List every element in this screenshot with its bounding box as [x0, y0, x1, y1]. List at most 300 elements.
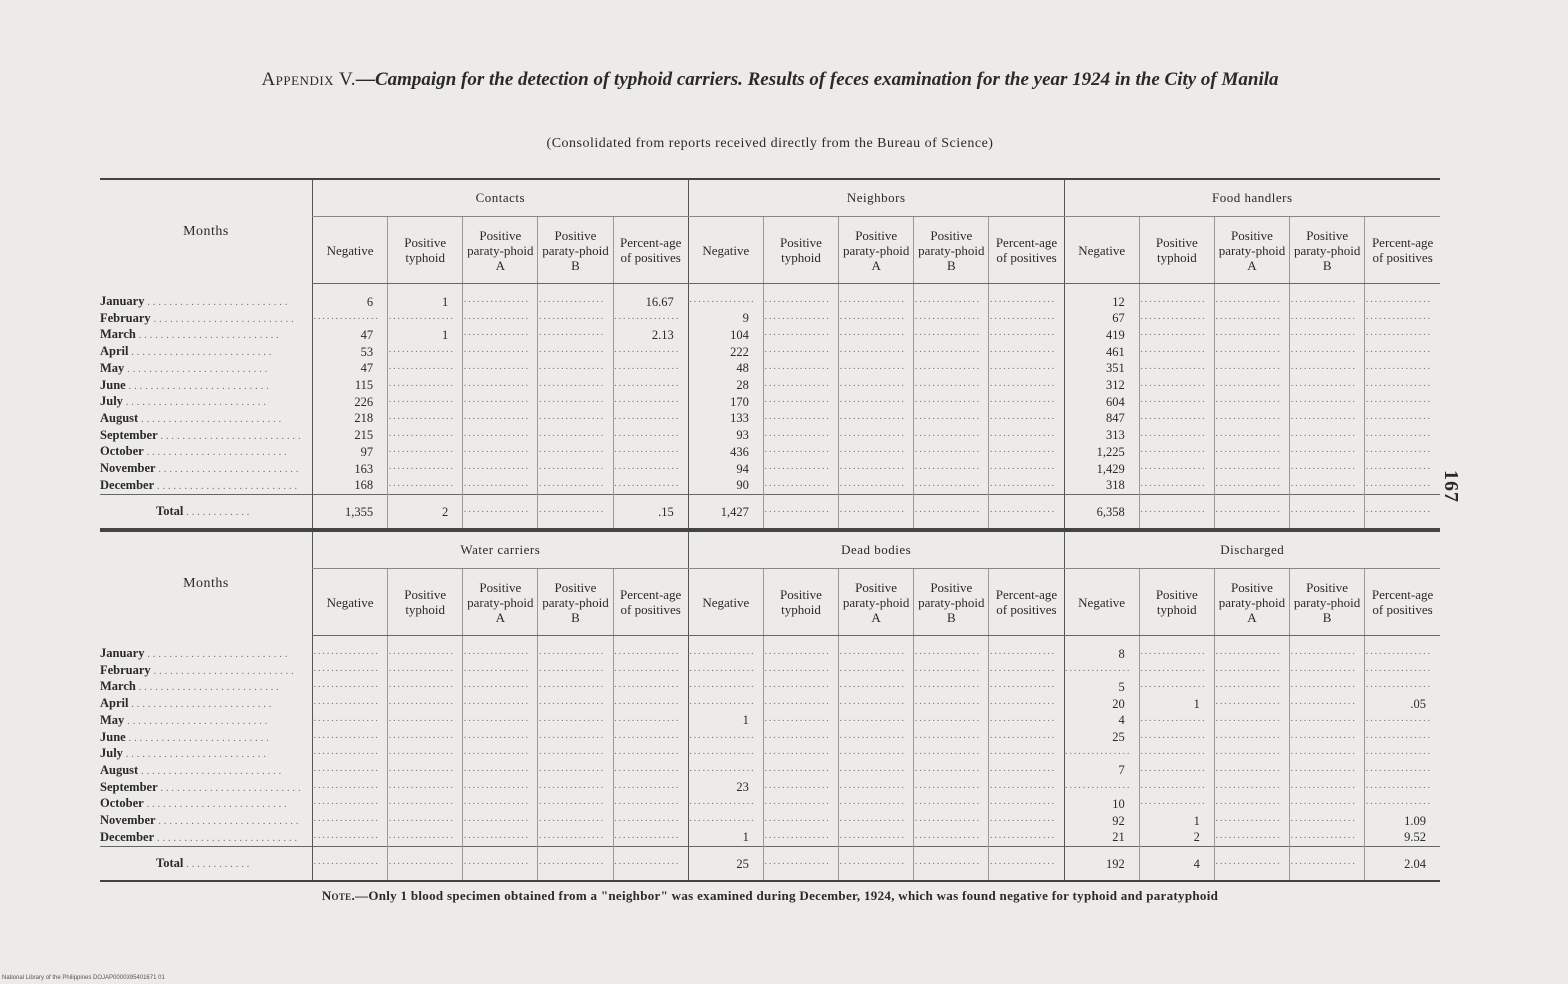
empty-cell [538, 411, 613, 428]
empty-cell [1214, 830, 1289, 847]
table-row [100, 636, 1440, 663]
empty-cell [1214, 813, 1289, 830]
empty-cell [914, 763, 989, 780]
empty-cell [1214, 361, 1289, 378]
empty-cell [463, 663, 538, 680]
table-row [100, 713, 1440, 730]
empty-cell [1139, 796, 1214, 813]
table-row [100, 378, 1440, 395]
empty-cell [839, 311, 914, 328]
column-header: Positive paraty-phoid A [839, 217, 914, 284]
empty-cell [538, 495, 613, 530]
table-cell: 1 [688, 830, 763, 847]
month-label: May . . . [100, 361, 312, 378]
empty-cell [914, 713, 989, 730]
empty-cell [1290, 284, 1365, 311]
empty-cell [1214, 284, 1289, 311]
column-header: Positive paraty-phoid A [1214, 217, 1289, 284]
empty-cell [388, 763, 463, 780]
empty-cell [613, 796, 688, 813]
empty-cell [1064, 780, 1139, 797]
column-header: Negative [1064, 569, 1139, 636]
empty-cell [989, 847, 1064, 882]
table-row [100, 696, 1440, 713]
empty-cell [763, 495, 838, 530]
empty-cell [613, 713, 688, 730]
table-row [100, 394, 1440, 411]
empty-cell [1214, 428, 1289, 445]
empty-cell [538, 636, 613, 663]
empty-cell [688, 636, 763, 663]
column-header: Positive paraty-phoid A [839, 569, 914, 636]
empty-cell [1139, 361, 1214, 378]
table-cell: 6 [312, 284, 387, 311]
table-row [100, 344, 1440, 361]
empty-cell [463, 746, 538, 763]
empty-cell [688, 796, 763, 813]
empty-cell [1214, 796, 1289, 813]
empty-cell [1290, 461, 1365, 478]
empty-cell [989, 830, 1064, 847]
empty-cell [463, 730, 538, 747]
empty-cell [463, 830, 538, 847]
empty-cell [538, 284, 613, 311]
empty-cell [839, 763, 914, 780]
empty-cell [989, 696, 1064, 713]
empty-cell [688, 679, 763, 696]
table-cell: 1,429 [1064, 461, 1139, 478]
empty-cell [538, 713, 613, 730]
empty-cell [613, 847, 688, 882]
table-cell: 419 [1064, 327, 1139, 344]
empty-cell [1139, 394, 1214, 411]
empty-cell [613, 780, 688, 797]
empty-cell [388, 679, 463, 696]
results-table-2 [100, 530, 1440, 882]
total-cell: 2.04 [1365, 847, 1440, 882]
empty-cell [1214, 461, 1289, 478]
table-cell: 23 [688, 780, 763, 797]
empty-cell [312, 813, 387, 830]
empty-cell [1365, 663, 1440, 680]
empty-cell [388, 361, 463, 378]
total-cell: 192 [1064, 847, 1139, 882]
empty-cell [1139, 478, 1214, 495]
months-header: Months [183, 223, 229, 239]
empty-cell [1214, 327, 1289, 344]
empty-cell [538, 311, 613, 328]
empty-cell [463, 847, 538, 882]
empty-cell [1365, 378, 1440, 395]
empty-cell [989, 378, 1064, 395]
table-cell: 4 [1064, 713, 1139, 730]
empty-cell [1214, 411, 1289, 428]
empty-cell [1290, 636, 1365, 663]
table-cell: 461 [1064, 344, 1139, 361]
table-cell: 847 [1064, 411, 1139, 428]
empty-cell [763, 378, 838, 395]
empty-cell [1290, 444, 1365, 461]
empty-cell [839, 713, 914, 730]
empty-cell [1139, 730, 1214, 747]
table-cell: 92 [1064, 813, 1139, 830]
empty-cell [1064, 746, 1139, 763]
empty-cell [839, 378, 914, 395]
table-row [100, 444, 1440, 461]
table-cell: 25 [1064, 730, 1139, 747]
table-row [100, 780, 1440, 797]
empty-cell [1365, 411, 1440, 428]
table-row [100, 428, 1440, 445]
total-cell: 1,355 [312, 495, 387, 530]
empty-cell [1365, 636, 1440, 663]
empty-cell [989, 780, 1064, 797]
empty-cell [914, 796, 989, 813]
empty-cell [914, 428, 989, 445]
title-lead: Appendix V. [261, 69, 356, 90]
table-cell: 313 [1064, 428, 1139, 445]
empty-cell [1290, 361, 1365, 378]
empty-cell [463, 478, 538, 495]
empty-cell [763, 830, 838, 847]
empty-cell [312, 311, 387, 328]
group-header: Dead bodies [688, 531, 1064, 569]
empty-cell [463, 378, 538, 395]
empty-cell [839, 746, 914, 763]
table-row [100, 796, 1440, 813]
empty-cell [914, 478, 989, 495]
empty-cell [839, 478, 914, 495]
month-label: September . . . [100, 780, 312, 797]
empty-cell [763, 311, 838, 328]
empty-cell [1365, 361, 1440, 378]
empty-cell [1365, 344, 1440, 361]
empty-cell [312, 713, 387, 730]
empty-cell [989, 730, 1064, 747]
empty-cell [613, 478, 688, 495]
empty-cell [613, 311, 688, 328]
table-row [100, 813, 1440, 830]
empty-cell [839, 344, 914, 361]
empty-cell [914, 696, 989, 713]
empty-cell [538, 361, 613, 378]
month-label: March . . . [100, 327, 312, 344]
empty-cell [1365, 428, 1440, 445]
table-cell: 93 [688, 428, 763, 445]
empty-cell [463, 495, 538, 530]
empty-cell [1139, 444, 1214, 461]
empty-cell [1214, 444, 1289, 461]
empty-cell [1365, 311, 1440, 328]
empty-cell [463, 411, 538, 428]
empty-cell [613, 344, 688, 361]
empty-cell [989, 327, 1064, 344]
empty-cell [763, 696, 838, 713]
empty-cell [989, 679, 1064, 696]
empty-cell [839, 663, 914, 680]
empty-cell [1365, 763, 1440, 780]
empty-cell [1365, 495, 1440, 530]
empty-cell [914, 730, 989, 747]
table-cell: 47 [312, 361, 387, 378]
empty-cell [1214, 478, 1289, 495]
column-header: Positive typhoid [763, 569, 838, 636]
empty-cell [538, 478, 613, 495]
results-table-1 [100, 178, 1440, 530]
table-row [100, 461, 1440, 478]
empty-cell [914, 411, 989, 428]
empty-cell [914, 636, 989, 663]
empty-cell [463, 780, 538, 797]
empty-cell [1214, 663, 1289, 680]
empty-cell [312, 830, 387, 847]
empty-cell [1139, 713, 1214, 730]
empty-cell [839, 411, 914, 428]
table-cell: 222 [688, 344, 763, 361]
column-header: Positive typhoid [1139, 569, 1214, 636]
empty-cell [914, 495, 989, 530]
empty-cell [839, 428, 914, 445]
empty-cell [1365, 780, 1440, 797]
table-cell: 1 [1139, 813, 1214, 830]
page-title [100, 66, 1440, 94]
empty-cell [1214, 495, 1289, 530]
empty-cell [839, 394, 914, 411]
empty-cell [839, 847, 914, 882]
table-cell: 1 [388, 327, 463, 344]
empty-cell [613, 394, 688, 411]
empty-cell [914, 679, 989, 696]
empty-cell [839, 636, 914, 663]
empty-cell [1365, 746, 1440, 763]
empty-cell [989, 796, 1064, 813]
empty-cell [613, 663, 688, 680]
empty-cell [388, 411, 463, 428]
empty-cell [388, 830, 463, 847]
empty-cell [989, 461, 1064, 478]
empty-cell [312, 679, 387, 696]
empty-cell [312, 746, 387, 763]
empty-cell [463, 394, 538, 411]
table-cell: 1.09 [1365, 813, 1440, 830]
empty-cell [312, 636, 387, 663]
empty-cell [1365, 444, 1440, 461]
empty-cell [763, 796, 838, 813]
month-label: November . . . [100, 461, 312, 478]
empty-cell [613, 730, 688, 747]
empty-cell [914, 813, 989, 830]
empty-cell [1139, 411, 1214, 428]
empty-cell [763, 746, 838, 763]
empty-cell [1139, 636, 1214, 663]
empty-cell [388, 344, 463, 361]
empty-cell [463, 444, 538, 461]
empty-cell [388, 796, 463, 813]
month-label: August . . . [100, 411, 312, 428]
empty-cell [914, 830, 989, 847]
empty-cell [1139, 780, 1214, 797]
empty-cell [763, 284, 838, 311]
empty-cell [1214, 679, 1289, 696]
empty-cell [1139, 763, 1214, 780]
empty-cell [538, 428, 613, 445]
table-cell: .05 [1365, 696, 1440, 713]
page-subtitle: (Consolidated from reports received directly from the Bureau of Science) [546, 136, 994, 151]
empty-cell [839, 830, 914, 847]
month-label: November . . . [100, 813, 312, 830]
group-header: Water carriers [312, 531, 688, 569]
table-cell: 9.52 [1365, 830, 1440, 847]
empty-cell [388, 746, 463, 763]
empty-cell [1365, 796, 1440, 813]
table-cell: 163 [312, 461, 387, 478]
table-cell: 67 [1064, 311, 1139, 328]
empty-cell [538, 344, 613, 361]
column-header: Positive paraty-phoid A [463, 569, 538, 636]
month-label: December . . . [100, 830, 312, 847]
month-label: April . . . [100, 344, 312, 361]
table-cell: 47 [312, 327, 387, 344]
empty-cell [1214, 746, 1289, 763]
table-cell: 215 [312, 428, 387, 445]
empty-cell [538, 730, 613, 747]
table-cell: 318 [1064, 478, 1139, 495]
empty-cell [763, 663, 838, 680]
empty-cell [914, 663, 989, 680]
total-row [100, 495, 1440, 530]
empty-cell [763, 730, 838, 747]
empty-cell [1290, 478, 1365, 495]
empty-cell [989, 813, 1064, 830]
empty-cell [538, 696, 613, 713]
empty-cell [613, 813, 688, 830]
empty-cell [538, 663, 613, 680]
month-label: March . . . [100, 679, 312, 696]
month-label: December . . . [100, 478, 312, 495]
empty-cell [1290, 663, 1365, 680]
empty-cell [463, 428, 538, 445]
empty-cell [1290, 796, 1365, 813]
empty-cell [1139, 663, 1214, 680]
empty-cell [463, 284, 538, 311]
empty-cell [613, 679, 688, 696]
column-header: Percent-age of positives [1365, 217, 1440, 284]
empty-cell [1365, 327, 1440, 344]
empty-cell [388, 444, 463, 461]
table-cell: 8 [1064, 636, 1139, 663]
table-cell: 90 [688, 478, 763, 495]
table-cell: 16.67 [613, 284, 688, 311]
empty-cell [763, 327, 838, 344]
empty-cell [989, 763, 1064, 780]
empty-cell [613, 378, 688, 395]
empty-cell [1290, 830, 1365, 847]
empty-cell [839, 444, 914, 461]
group-header: Neighbors [688, 179, 1064, 217]
empty-cell [388, 428, 463, 445]
empty-cell [1139, 461, 1214, 478]
column-header: Positive paraty-phoid B [914, 569, 989, 636]
empty-cell [914, 311, 989, 328]
empty-cell [538, 679, 613, 696]
table-row [100, 763, 1440, 780]
empty-cell [1214, 378, 1289, 395]
table-cell: 2 [1139, 830, 1214, 847]
total-cell: 6,358 [1064, 495, 1139, 530]
empty-cell [463, 344, 538, 361]
empty-cell [763, 713, 838, 730]
empty-cell [839, 780, 914, 797]
empty-cell [989, 478, 1064, 495]
empty-cell [763, 813, 838, 830]
empty-cell [388, 696, 463, 713]
empty-cell [763, 636, 838, 663]
empty-cell [1365, 284, 1440, 311]
month-label: September . . . [100, 428, 312, 445]
table-row [100, 327, 1440, 344]
empty-cell [1290, 428, 1365, 445]
empty-cell [312, 796, 387, 813]
table-cell: 218 [312, 411, 387, 428]
months-header: Months [183, 575, 229, 591]
empty-cell [688, 746, 763, 763]
empty-cell [538, 813, 613, 830]
empty-cell [538, 796, 613, 813]
table-cell: 5 [1064, 679, 1139, 696]
month-label: June . . . [100, 730, 312, 747]
empty-cell [538, 327, 613, 344]
empty-cell [1290, 378, 1365, 395]
empty-cell [839, 730, 914, 747]
empty-cell [914, 394, 989, 411]
table-cell: 604 [1064, 394, 1139, 411]
empty-cell [1139, 327, 1214, 344]
empty-cell [463, 327, 538, 344]
empty-cell [763, 428, 838, 445]
table-cell: 7 [1064, 763, 1139, 780]
total-cell: 1,427 [688, 495, 763, 530]
empty-cell [914, 746, 989, 763]
table-cell: 28 [688, 378, 763, 395]
column-header: Percent-age of positives [989, 217, 1064, 284]
empty-cell [388, 461, 463, 478]
table-cell: 1 [388, 284, 463, 311]
table-cell: 170 [688, 394, 763, 411]
empty-cell [763, 763, 838, 780]
empty-cell [839, 495, 914, 530]
empty-cell [688, 696, 763, 713]
column-header: Positive paraty-phoid B [538, 569, 613, 636]
empty-cell [312, 780, 387, 797]
empty-cell [312, 730, 387, 747]
table-row [100, 730, 1440, 747]
table-cell: 2.13 [613, 327, 688, 344]
empty-cell [1365, 713, 1440, 730]
empty-cell [538, 746, 613, 763]
empty-cell [839, 461, 914, 478]
empty-cell [839, 813, 914, 830]
empty-cell [613, 636, 688, 663]
month-label: August . . . [100, 763, 312, 780]
empty-cell [914, 361, 989, 378]
scan-footer: National Library of the Philippines DOJAP0000395401671 01 [2, 975, 165, 981]
empty-cell [1214, 696, 1289, 713]
empty-cell [914, 378, 989, 395]
empty-cell [1290, 813, 1365, 830]
empty-cell [1365, 478, 1440, 495]
empty-cell [1214, 713, 1289, 730]
empty-cell [538, 763, 613, 780]
